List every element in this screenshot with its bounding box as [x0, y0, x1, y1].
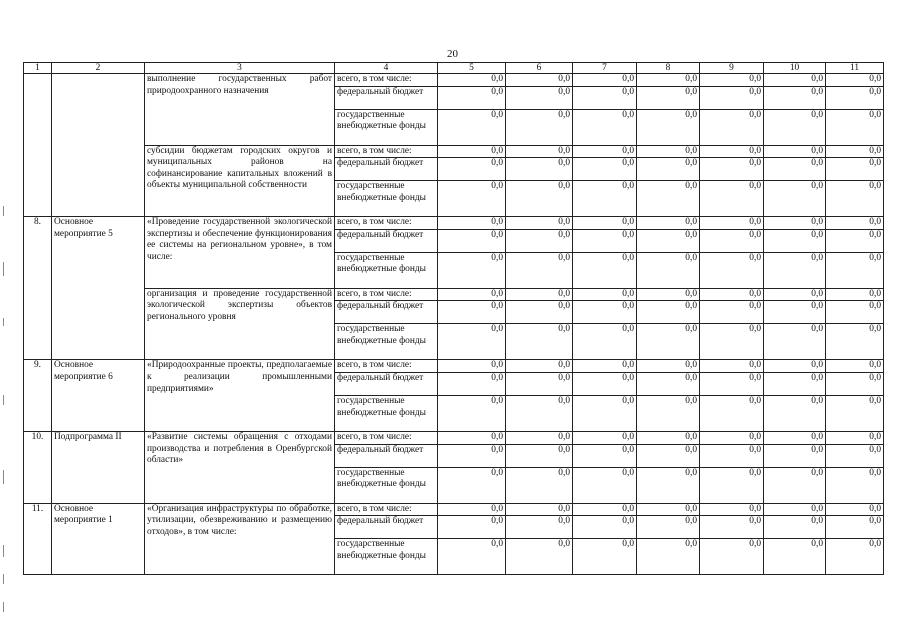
value-cell: 0,0 [573, 444, 637, 467]
value-cell: 0,0 [700, 181, 764, 217]
table-row [24, 74, 884, 87]
value-cell: 0,0 [573, 74, 637, 87]
value-cell: 0,0 [637, 181, 700, 217]
funding-source-cell: государственные внебюджетные фонды [335, 539, 438, 575]
value-cell: 0,0 [764, 503, 826, 516]
value-cell: 0,0 [764, 372, 826, 395]
value-cell: 0,0 [573, 288, 637, 301]
value-cell: 0,0 [826, 372, 884, 395]
row-number-cell [24, 74, 52, 217]
funding-source-cell: государственные внебюджетные фонды [335, 109, 438, 145]
value-cell: 0,0 [637, 74, 700, 87]
value-cell: 0,0 [506, 181, 573, 217]
value-cell: 0,0 [700, 229, 764, 252]
value-cell: 0,0 [637, 516, 700, 539]
value-cell: 0,0 [826, 109, 884, 145]
value-cell: 0,0 [700, 301, 764, 324]
value-cell: 0,0 [438, 301, 506, 324]
value-cell: 0,0 [764, 395, 826, 431]
value-cell: 0,0 [438, 109, 506, 145]
value-cell: 0,0 [764, 516, 826, 539]
value-cell: 0,0 [700, 158, 764, 181]
value-cell: 0,0 [700, 516, 764, 539]
column-header: 4 [335, 63, 438, 74]
description-cell: организация и проведение государственной экологической экспертизы объектов регионального уровня [145, 288, 335, 360]
value-cell: 0,0 [506, 444, 573, 467]
value-cell: 0,0 [700, 467, 764, 503]
value-cell: 0,0 [573, 539, 637, 575]
value-cell: 0,0 [637, 503, 700, 516]
funding-source-cell: федеральный бюджет [335, 301, 438, 324]
value-cell: 0,0 [506, 86, 573, 109]
value-cell: 0,0 [764, 467, 826, 503]
value-cell: 0,0 [506, 503, 573, 516]
funding-source-cell: всего, в том числе: [335, 431, 438, 444]
column-header: 8 [637, 63, 700, 74]
table-row [24, 431, 884, 444]
value-cell: 0,0 [438, 74, 506, 87]
row-number-cell: 8. [24, 217, 52, 360]
value-cell: 0,0 [826, 181, 884, 217]
value-cell: 0,0 [573, 109, 637, 145]
funding-source-cell: федеральный бюджет [335, 86, 438, 109]
value-cell: 0,0 [826, 74, 884, 87]
value-cell: 0,0 [506, 467, 573, 503]
value-cell: 0,0 [438, 252, 506, 288]
value-cell: 0,0 [438, 229, 506, 252]
value-cell: 0,0 [700, 539, 764, 575]
value-cell: 0,0 [506, 301, 573, 324]
value-cell: 0,0 [506, 395, 573, 431]
value-cell: 0,0 [573, 467, 637, 503]
value-cell: 0,0 [506, 288, 573, 301]
row-number-cell: 10. [24, 431, 52, 503]
scan-mark [3, 545, 4, 557]
value-cell: 0,0 [573, 516, 637, 539]
value-cell: 0,0 [637, 229, 700, 252]
value-cell: 0,0 [826, 360, 884, 373]
scan-mark [3, 602, 4, 612]
table-row [24, 145, 884, 158]
funding-source-cell: всего, в том числе: [335, 145, 438, 158]
value-cell: 0,0 [637, 301, 700, 324]
value-cell: 0,0 [438, 145, 506, 158]
value-cell: 0,0 [637, 372, 700, 395]
value-cell: 0,0 [637, 539, 700, 575]
value-cell: 0,0 [573, 372, 637, 395]
value-cell: 0,0 [438, 395, 506, 431]
scan-mark [3, 395, 4, 405]
value-cell: 0,0 [826, 516, 884, 539]
column-header: 5 [438, 63, 506, 74]
funding-source-cell: всего, в том числе: [335, 74, 438, 87]
funding-table [23, 62, 884, 575]
description-cell: субсидии бюджетам городских округов и муниципальных районов на софинансирование капитальных вложений в объекты муниципальной собственности [145, 145, 335, 217]
row-number-cell: 9. [24, 360, 52, 432]
funding-source-cell: государственные внебюджетные фонды [335, 252, 438, 288]
value-cell: 0,0 [637, 324, 700, 360]
value-cell: 0,0 [438, 372, 506, 395]
measure-name-cell: Основное мероприятие 5 [52, 217, 145, 360]
value-cell: 0,0 [573, 86, 637, 109]
value-cell: 0,0 [700, 444, 764, 467]
value-cell: 0,0 [826, 86, 884, 109]
funding-source-cell: всего, в том числе: [335, 360, 438, 373]
value-cell: 0,0 [700, 503, 764, 516]
value-cell: 0,0 [826, 288, 884, 301]
value-cell: 0,0 [764, 301, 826, 324]
funding-source-cell: государственные внебюджетные фонды [335, 181, 438, 217]
column-number-row [24, 63, 884, 74]
value-cell: 0,0 [573, 145, 637, 158]
value-cell: 0,0 [438, 181, 506, 217]
value-cell: 0,0 [700, 372, 764, 395]
value-cell: 0,0 [637, 86, 700, 109]
description-cell: «Развитие системы обращения с отходами производства и потребления в Оренбургской области» [145, 431, 335, 503]
value-cell: 0,0 [764, 229, 826, 252]
scan-mark [3, 574, 4, 584]
value-cell: 0,0 [700, 288, 764, 301]
value-cell: 0,0 [438, 324, 506, 360]
value-cell: 0,0 [506, 360, 573, 373]
value-cell: 0,0 [506, 324, 573, 360]
value-cell: 0,0 [506, 158, 573, 181]
value-cell: 0,0 [637, 444, 700, 467]
value-cell: 0,0 [700, 360, 764, 373]
value-cell: 0,0 [764, 539, 826, 575]
description-cell: «Природоохранные проекты, предполагаемые к реализации промышленными предприятиями» [145, 360, 335, 432]
value-cell: 0,0 [826, 444, 884, 467]
value-cell: 0,0 [700, 145, 764, 158]
value-cell: 0,0 [764, 145, 826, 158]
funding-source-cell: федеральный бюджет [335, 516, 438, 539]
funding-source-cell: федеральный бюджет [335, 158, 438, 181]
value-cell: 0,0 [764, 86, 826, 109]
measure-name-cell: Основное мероприятие 1 [52, 503, 145, 575]
column-header: 7 [573, 63, 637, 74]
value-cell: 0,0 [637, 109, 700, 145]
value-cell: 0,0 [637, 395, 700, 431]
value-cell: 0,0 [764, 109, 826, 145]
value-cell: 0,0 [506, 539, 573, 575]
value-cell: 0,0 [764, 360, 826, 373]
value-cell: 0,0 [573, 431, 637, 444]
funding-source-cell: федеральный бюджет [335, 229, 438, 252]
column-header: 9 [700, 63, 764, 74]
column-header: 10 [764, 63, 826, 74]
value-cell: 0,0 [506, 217, 573, 230]
description-cell: «Проведение государственной экологической экспертизы и обеспечение функционирования ее системы на региональном уровне», в том числе: [145, 217, 335, 289]
value-cell: 0,0 [506, 229, 573, 252]
value-cell: 0,0 [764, 74, 826, 87]
value-cell: 0,0 [637, 252, 700, 288]
column-header: 11 [826, 63, 884, 74]
value-cell: 0,0 [826, 252, 884, 288]
value-cell: 0,0 [506, 145, 573, 158]
table-row [24, 217, 884, 230]
table-row [24, 503, 884, 516]
value-cell: 0,0 [438, 444, 506, 467]
value-cell: 0,0 [438, 431, 506, 444]
value-cell: 0,0 [700, 217, 764, 230]
value-cell: 0,0 [637, 145, 700, 158]
value-cell: 0,0 [438, 158, 506, 181]
funding-source-cell: федеральный бюджет [335, 444, 438, 467]
funding-source-cell: всего, в том числе: [335, 503, 438, 516]
value-cell: 0,0 [826, 301, 884, 324]
funding-source-cell: федеральный бюджет [335, 372, 438, 395]
value-cell: 0,0 [700, 252, 764, 288]
value-cell: 0,0 [764, 431, 826, 444]
value-cell: 0,0 [637, 431, 700, 444]
scan-mark [3, 318, 4, 326]
value-cell: 0,0 [506, 516, 573, 539]
row-number-cell: 11. [24, 503, 52, 575]
value-cell: 0,0 [764, 324, 826, 360]
description-cell: выполнение государственных работ природоохранного назначения [145, 74, 335, 146]
value-cell: 0,0 [506, 372, 573, 395]
value-cell: 0,0 [573, 395, 637, 431]
scan-mark [3, 262, 4, 276]
value-cell: 0,0 [826, 539, 884, 575]
value-cell: 0,0 [637, 360, 700, 373]
measure-name-cell [52, 74, 145, 217]
measure-name-cell: Подпрограмма II [52, 431, 145, 503]
column-header: 1 [24, 63, 52, 74]
table-row [24, 360, 884, 373]
value-cell: 0,0 [438, 217, 506, 230]
value-cell: 0,0 [438, 86, 506, 109]
value-cell: 0,0 [764, 217, 826, 230]
value-cell: 0,0 [438, 503, 506, 516]
value-cell: 0,0 [506, 74, 573, 87]
value-cell: 0,0 [573, 324, 637, 360]
value-cell: 0,0 [826, 431, 884, 444]
value-cell: 0,0 [826, 145, 884, 158]
value-cell: 0,0 [764, 252, 826, 288]
value-cell: 0,0 [700, 109, 764, 145]
value-cell: 0,0 [573, 503, 637, 516]
value-cell: 0,0 [826, 467, 884, 503]
value-cell: 0,0 [573, 252, 637, 288]
column-header: 2 [52, 63, 145, 74]
value-cell: 0,0 [637, 288, 700, 301]
funding-source-cell: государственные внебюджетные фонды [335, 395, 438, 431]
value-cell: 0,0 [826, 217, 884, 230]
value-cell: 0,0 [826, 158, 884, 181]
value-cell: 0,0 [573, 301, 637, 324]
value-cell: 0,0 [438, 360, 506, 373]
page-number: 20 [447, 48, 458, 60]
value-cell: 0,0 [764, 158, 826, 181]
measure-name-cell: Основное мероприятие 6 [52, 360, 145, 432]
value-cell: 0,0 [573, 229, 637, 252]
value-cell: 0,0 [573, 360, 637, 373]
value-cell: 0,0 [700, 74, 764, 87]
value-cell: 0,0 [700, 431, 764, 444]
funding-source-cell: государственные внебюджетные фонды [335, 467, 438, 503]
value-cell: 0,0 [438, 516, 506, 539]
value-cell: 0,0 [826, 229, 884, 252]
value-cell: 0,0 [573, 217, 637, 230]
value-cell: 0,0 [506, 109, 573, 145]
column-header: 6 [506, 63, 573, 74]
table-row [24, 288, 884, 301]
description-cell: «Организация инфраструктуры по обработке, утилизации, обезвреживанию и размещению отходов», в том числе: [145, 503, 335, 575]
value-cell: 0,0 [438, 467, 506, 503]
value-cell: 0,0 [700, 86, 764, 109]
value-cell: 0,0 [764, 288, 826, 301]
funding-source-cell: всего, в том числе: [335, 288, 438, 301]
value-cell: 0,0 [826, 324, 884, 360]
value-cell: 0,0 [764, 181, 826, 217]
value-cell: 0,0 [700, 324, 764, 360]
funding-source-cell: всего, в том числе: [335, 217, 438, 230]
value-cell: 0,0 [637, 217, 700, 230]
scan-mark [3, 206, 4, 216]
value-cell: 0,0 [637, 158, 700, 181]
column-header: 3 [145, 63, 335, 74]
value-cell: 0,0 [826, 395, 884, 431]
value-cell: 0,0 [438, 288, 506, 301]
value-cell: 0,0 [700, 395, 764, 431]
value-cell: 0,0 [506, 431, 573, 444]
value-cell: 0,0 [438, 539, 506, 575]
value-cell: 0,0 [506, 252, 573, 288]
value-cell: 0,0 [637, 467, 700, 503]
value-cell: 0,0 [573, 181, 637, 217]
value-cell: 0,0 [764, 444, 826, 467]
value-cell: 0,0 [573, 158, 637, 181]
scan-mark [3, 470, 4, 484]
value-cell: 0,0 [826, 503, 884, 516]
funding-source-cell: государственные внебюджетные фонды [335, 324, 438, 360]
